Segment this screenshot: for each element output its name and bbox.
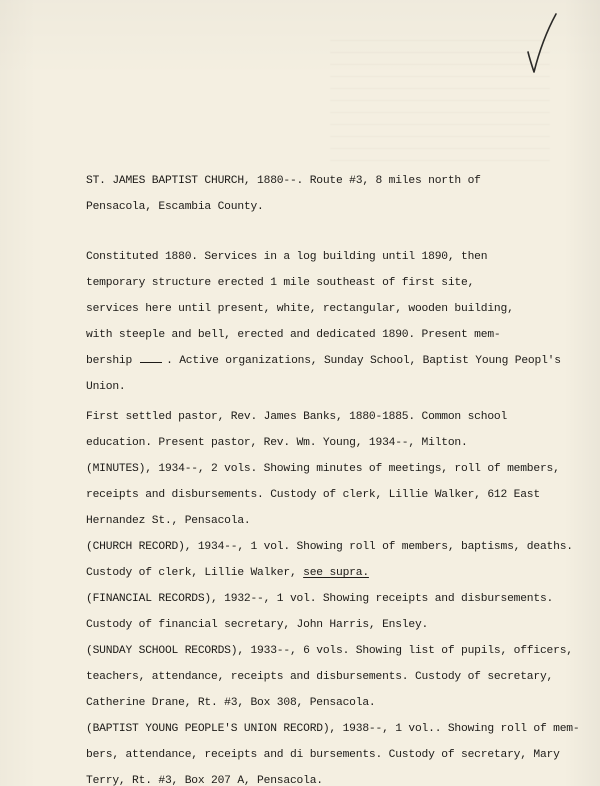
document-body — [86, 168, 586, 786]
bypu-record-line: bers, attendance, receipts and di bursements. Custody of secretary, Mary — [86, 749, 560, 761]
paragraph-line: services here until present, white, rectangular, wooden building, — [86, 303, 514, 315]
paragraph-line: temporary structure erected 1 mile southeast of first site, — [86, 277, 475, 289]
pastor-line: First settled pastor, Rev. James Banks, 1880-1885. Common school — [86, 411, 508, 423]
membership-blank — [140, 351, 162, 363]
minutes-record-line: Hernandez St., Pensacola. — [86, 515, 251, 527]
pastor-line: education. Present pastor, Rev. Wm. Young, 1934--, Milton. — [86, 437, 468, 449]
minutes-record-line: (MINUTES), 1934--, 2 vols. Showing minutes of meetings, roll of members, — [86, 463, 560, 475]
bleed-through-text — [330, 40, 550, 170]
paragraph-line: with steeple and bell, erected and dedicated 1890. Present mem- — [86, 329, 501, 341]
heading-line: Pensacola, Escambia County. — [86, 201, 264, 213]
bypu-record-line: (BAPTIST YOUNG PEOPLE'S UNION RECORD), 1938--, 1 vol.. Showing roll of mem- — [86, 723, 580, 735]
checkmark-icon — [520, 8, 560, 78]
paragraph-line: Constituted 1880. Services in a log building until 1890, then — [86, 251, 488, 263]
membership-label: bership — [86, 355, 133, 367]
financial-record-line: Custody of financial secretary, John Harris, Ensley. — [86, 619, 429, 631]
heading-line: ST. JAMES BAPTIST CHURCH, 1880--. Route #3, 8 miles north of — [86, 175, 481, 187]
organizations-text: . Active organizations, Sunday School, Baptist Young Peopl's — [166, 355, 561, 367]
sunday-school-record-line: (SUNDAY SCHOOL RECORDS), 1933--, 6 vols. Showing list of pupils, officers, — [86, 645, 573, 657]
church-custody-text: Custody of clerk, Lillie Walker, — [86, 567, 304, 579]
church-record-line: (CHURCH RECORD), 1934--, 1 vol. Showing roll of members, baptisms, deaths. — [86, 541, 573, 553]
church-custody-line — [86, 560, 586, 586]
bypu-record-line: Terry, Rt. #3, Box 207 A, Pensacola. — [86, 775, 323, 786]
paragraph-line: Union. — [86, 381, 126, 393]
membership-line — [86, 348, 586, 374]
sunday-school-record-line: Catherine Drane, Rt. #3, Box 308, Pensacola. — [86, 697, 376, 709]
minutes-record-line: receipts and disbursements. Custody of clerk, Lillie Walker, 612 East — [86, 489, 540, 501]
sunday-school-record-line: teachers, attendance, receipts and disbursements. Custody of secretary, — [86, 671, 554, 683]
see-supra-reference: see supra. — [303, 567, 369, 579]
financial-record-line: (FINANCIAL RECORDS), 1932--, 1 vol. Showing receipts and disbursements. — [86, 593, 554, 605]
